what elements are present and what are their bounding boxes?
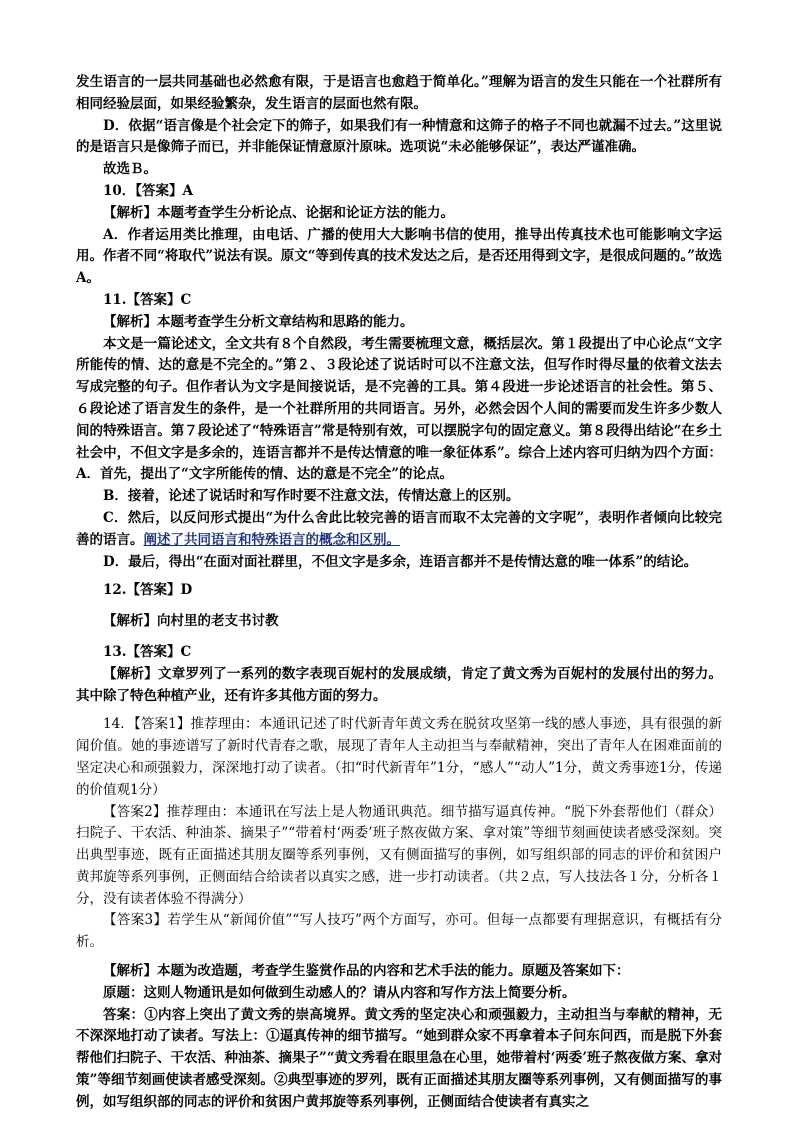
- text-line: 发生语言的一层共同基础也必然愈有限，于是语言也愈趋于简单化。”理解为语言的发生只能在一个社群所有相同经验层面，如果经验繁杂，发生语言的层面也然有限。: [76, 74, 722, 112]
- answer-3-text: 【答案3】若学生从“新闻价值”“写人技巧”两个方面写，亦可。但每一点都要有理据意识，有概括有分析。: [76, 912, 722, 951]
- underlined-text: 阐述了共同语言和特殊语言的概念和区别。: [143, 531, 400, 548]
- text-line: 原题：这则人物通讯是如何做到生动感人的？请从内容和写作方法上简要分析。: [103, 984, 576, 1001]
- answer-1-text: 14．【答案1】推荐理由：本通讯记述了时代新青年黄文秀在脱贫攻坚第一线的感人事迹，具有很强的新闻价值。她的事迹谱写了新时代青春之歌，展现了青年人主动担当与奉献精神，突出了青年人在困难面前的坚定决心和顽强毅力，深深地打动了读者。（扣“时代新青年”1分，“感人”“动人”1分，黄文秀事迹1分，传递的价值观1分）: [76, 716, 722, 798]
- analysis-line: 【解析】文章罗列了一系列的数字表现百妮村的发展成绩，肯定了黄文秀为百妮村的发展付出的努力。其中除了特色种植产业，还有许多其他方面的努力。: [76, 665, 722, 704]
- text-span: C．然后，以反问形式提出“为什么舍此比较完善的语言而取不太完善的文字呢”，表明作者倾向比较完善的语言。: [76, 509, 722, 548]
- answer-heading: 13.【答案】C: [103, 643, 192, 660]
- analysis-line: 【解析】本题考查学生分析论点、论据和论证方法的能力。: [103, 204, 454, 221]
- text-line: D．依据“语言像是个社会定下的筛子，如果我们有一种情意和这筛子的格子不同也就漏不过去。”这里说的是语言只是像筛子而已，并非能保证情意原汁原味。选项说“未必能够保证”，表达严谨准确。: [76, 117, 722, 156]
- text-line: A．作者运用类比推理，由电话、广播的使用大大影响书信的使用，推导出传真技术也可能影响文字运用。作者不同“将取代”说法有误。原文“等到传真的技术发达之后，是否还用得到文字，是很成问题的。”故选A。: [76, 226, 722, 287]
- text-line: [76, 508, 722, 552]
- analysis-line: 【解析】本题考查学生分析文章结构和思路的能力。: [103, 313, 414, 330]
- text-line: D．最后，得出“在面对面社群里，不但文字是多余，连语言都并不是传情达意的唯一体系”的结论。: [103, 553, 698, 570]
- answer-heading: 10．【答案】A: [103, 182, 194, 199]
- answer-heading: 11.【答案】C: [103, 291, 192, 308]
- text-line: 答案：①内容上突出了黄文秀的崇高境界。黄文秀的坚定决心和顽强毅力，主动担当与奉献的精神，无不深深地打动了读者。写法上：①逼真传神的细节描写。“她到群众家不再拿着本子问东问西，而是脱下外套帮他们扫院子、干农活、种油茶、摘果子”“黄文秀看在眼里急在心里，她带着村‘两委’班子熬夜做方案、拿对策”等细节刻画使读者感受深刻。②典型事迹的罗列，既有正面描述其朋友圈等系列事例，又有侧面描写的事例，如写组织部的同志的评价和贫困户黄邦旋等系列事例，正侧面结合使读者有真实之: [76, 1006, 722, 1110]
- answer-page: [76, 72, 722, 1114]
- text-line: B．接着，论述了说话时和写作时要不注意文法，传情达意上的区别。: [103, 488, 520, 505]
- analysis-line: 【解析】本题为改造题，考查学生鉴赏作品的内容和艺术手法的能力。原题及答案如下：: [103, 963, 630, 980]
- analysis-line: 【解析】向村里的老支书讨教: [103, 613, 279, 630]
- text-line: 本文是一篇论述文，全文共有８个自然段，考生需要梳理文意，概括层次。第１段提出了中心论点“文字所能传的情、达的意是不完全的。”第２、３段论述了说话时可以不注意文法，但写作时得尽量的依着文法去写成完整的句子。但作者认为文字是间接说话，是不完善的工具。第４段进一步论述语言的社会性。第５、６段论述了语言发生的条件，是一个社群所用的共同语言。另外，必然会因个人间的需要而发生许多少数人间的特殊语言。第７段论述了“特殊语言”常是特别有效，可以摆脱字句的固定意义。第８段得出结论“在乡土社会中，不但文字是多余的，连语言都并不是传达情意的唯一象征体系”。综合上述内容可归纳为四个方面：A．首先，提出了“文字所能传的情、达的意是不完全”的论点。: [76, 335, 722, 483]
- answer-heading: 12.【答案】D: [103, 582, 193, 599]
- answer-2-text: 【答案2】推荐理由：本通讯在写法上是人物通讯典范。细节描写逼真传神。“脱下外套帮他们（群众）扫院子、干农活、种油茶、摘果子”“带着村‘两委’班子熬夜做方案、拿对策”等细节刻画使读者感受深刻。突出典型事迹，既有正面描述其朋友圈等系列事例，又有侧面描写的事例，如写组织部的同志的评价和贫困户黄邦旋等系列事例，正侧面结合给读者以真实之感，进一步打动读者。（共２点，写人技法各１分，分析各１分，没有读者体验不得满分）: [76, 803, 722, 907]
- text-line: 故选Ｂ。: [103, 161, 157, 178]
